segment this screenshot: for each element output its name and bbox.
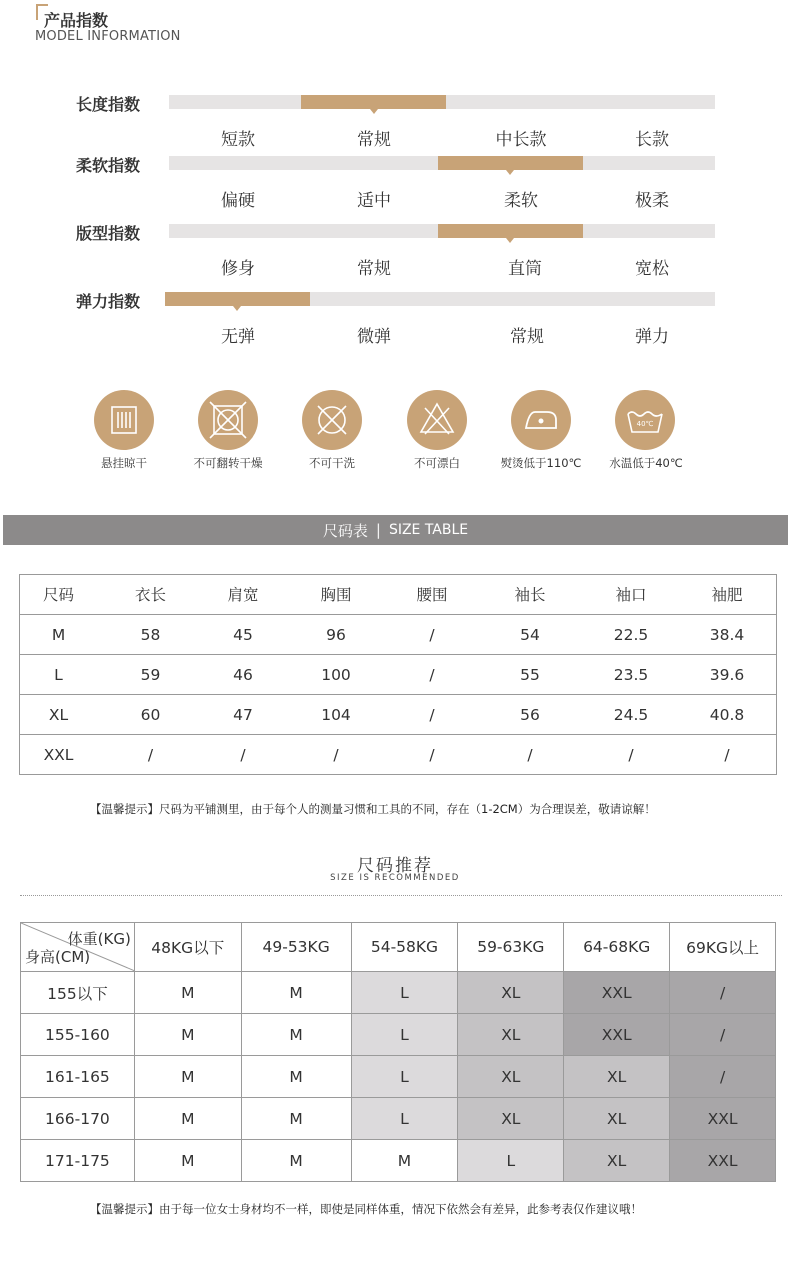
table-row <box>19 655 777 695</box>
table-cell: 40.8 <box>677 695 777 735</box>
care-label: 悬挂晾干 <box>101 456 147 470</box>
corner-cell <box>21 923 135 972</box>
index-label-softness: 柔软指数 <box>76 156 141 175</box>
size-cell: XXL <box>564 1014 670 1056</box>
table-cell: XL <box>19 695 98 735</box>
table-cell: XXL <box>19 735 98 775</box>
table-cell: 100 <box>283 655 389 695</box>
index-bar-length <box>169 95 715 109</box>
table-cell: 46 <box>203 655 283 695</box>
section-subtitle: MODEL INFORMATION <box>35 29 181 44</box>
table-row <box>19 735 777 775</box>
table-row <box>19 615 777 655</box>
table-row <box>19 695 777 735</box>
table-cell: 23.5 <box>585 655 677 695</box>
size-cell: M <box>134 972 241 1014</box>
table-row <box>21 1014 776 1056</box>
dotted-divider <box>20 895 782 896</box>
table-cell: / <box>98 735 203 775</box>
height-label: 166-170 <box>21 1098 135 1140</box>
wash-temperature-text: 40℃ <box>636 420 654 428</box>
size-cell: XL <box>564 1140 670 1182</box>
table-cell: 96 <box>283 615 389 655</box>
table-cell: / <box>389 615 475 655</box>
table-cell: L <box>19 655 98 695</box>
weight-header: 64-68KG <box>564 923 670 972</box>
size-table-header <box>19 574 777 615</box>
banner-title-en: SIZE TABLE <box>388 522 469 538</box>
table-cell: 56 <box>475 695 585 735</box>
size-cell: M <box>134 1140 241 1182</box>
size-cell: M <box>241 1098 351 1140</box>
no-bleach-icon <box>407 390 467 450</box>
size-cell: L <box>351 1056 458 1098</box>
table-cell: / <box>585 735 677 775</box>
size-cell: M <box>241 972 351 1014</box>
size-cell: M <box>241 1056 351 1098</box>
header-cell: 尺码 <box>42 586 74 604</box>
size-cell: / <box>670 972 776 1014</box>
iron-low-icon <box>511 390 571 450</box>
height-label: 155-160 <box>21 1014 135 1056</box>
index-option: 常规 <box>357 259 391 279</box>
size-cell: XL <box>458 1056 564 1098</box>
size-cell: XL <box>564 1098 670 1140</box>
table-cell: 54 <box>475 615 585 655</box>
table-cell: 59 <box>98 655 203 695</box>
index-label-length: 长度指数 <box>76 95 141 114</box>
care-label: 不可漂白 <box>414 456 460 470</box>
table-cell: 38.4 <box>677 615 777 655</box>
hang-dry-icon <box>94 390 154 450</box>
index-marker <box>438 224 583 238</box>
table-cell: 60 <box>98 695 203 735</box>
table-cell: 39.6 <box>677 655 777 695</box>
index-marker <box>301 95 446 109</box>
size-cell: M <box>134 1056 241 1098</box>
size-cell: / <box>670 1056 776 1098</box>
index-bar-fit <box>169 224 715 238</box>
table-cell: / <box>283 735 389 775</box>
height-label: 171-175 <box>21 1140 135 1182</box>
banner-title-cn: 尺码表 <box>322 521 368 540</box>
table-cell: 58 <box>98 615 203 655</box>
size-cell: L <box>458 1140 564 1182</box>
size-cell: XXL <box>670 1140 776 1182</box>
table-cell: 47 <box>203 695 283 735</box>
index-option: 偏硬 <box>221 191 255 211</box>
table-cell: / <box>475 735 585 775</box>
table-cell: 24.5 <box>585 695 677 735</box>
table-cell: / <box>203 735 283 775</box>
size-cell: M <box>241 1140 351 1182</box>
table-cell: / <box>389 655 475 695</box>
weight-header: 59-63KG <box>458 923 564 972</box>
height-label: 161-165 <box>21 1056 135 1098</box>
index-bar-softness <box>169 156 715 170</box>
index-option: 直筒 <box>508 259 542 279</box>
index-option: 极柔 <box>635 191 669 211</box>
care-label: 熨烫低于110℃ <box>500 456 582 470</box>
index-option: 长款 <box>635 130 669 150</box>
size-cell: XL <box>458 1098 564 1140</box>
no-dry-clean-icon <box>302 390 362 450</box>
index-option: 短款 <box>221 130 255 150</box>
index-marker <box>438 156 583 170</box>
weight-header: 69KG以上 <box>670 923 776 972</box>
table-row <box>21 972 776 1014</box>
index-option: 柔软 <box>504 191 538 211</box>
index-option: 宽松 <box>635 259 669 279</box>
table-cell: M <box>19 615 98 655</box>
header-cell: 袖口 <box>615 586 647 604</box>
wash-40-icon <box>615 390 675 450</box>
table-cell: 55 <box>475 655 585 695</box>
index-bar-elasticity <box>169 292 715 306</box>
index-label-elasticity: 弹力指数 <box>76 292 141 311</box>
index-marker <box>165 292 310 306</box>
care-label: 不可干洗 <box>309 456 355 470</box>
recommend-title: 尺码推荐 <box>357 856 433 876</box>
recommend-header-row <box>21 923 776 972</box>
height-label: 155以下 <box>21 972 135 1014</box>
measurement-note: 【温馨提示】尺码为平铺测里，由于每个人的测量习惯和工具的不同，存在（1-2CM）为合理误差，敬请谅解！ <box>90 802 656 816</box>
corner-height-label: 身高(CM) <box>25 948 91 966</box>
size-cell: M <box>134 1014 241 1056</box>
table-cell: / <box>389 695 475 735</box>
size-cell: L <box>351 1098 458 1140</box>
size-table-banner <box>3 515 788 545</box>
index-option: 无弹 <box>221 327 255 347</box>
header-cell: 肩宽 <box>227 586 259 604</box>
index-option: 常规 <box>510 327 544 347</box>
banner-separator: | <box>375 521 381 539</box>
size-cell: / <box>670 1014 776 1056</box>
size-cell: M <box>241 1014 351 1056</box>
header-cell: 袖肥 <box>711 586 743 604</box>
index-option: 微弹 <box>357 327 391 347</box>
care-label: 不可翻转干燥 <box>193 456 263 470</box>
size-cell: XXL <box>670 1098 776 1140</box>
no-tumble-dry-icon <box>198 390 258 450</box>
fit-note: 【温馨提示】由于每一位女士身材均不一样，即使是同样体重，情况下依然会有差异，此参考表仅作建议哦！ <box>90 1202 642 1216</box>
size-cell: XL <box>458 972 564 1014</box>
size-cell: M <box>134 1098 241 1140</box>
table-cell: 45 <box>203 615 283 655</box>
index-option: 弹力 <box>635 327 669 347</box>
table-cell: 104 <box>283 695 389 735</box>
table-cell: / <box>389 735 475 775</box>
table-cell: / <box>677 735 777 775</box>
index-option: 常规 <box>357 130 391 150</box>
header-cell: 袖长 <box>514 586 546 604</box>
weight-header: 49-53KG <box>241 923 351 972</box>
index-label-fit: 版型指数 <box>76 224 141 243</box>
index-option: 修身 <box>221 259 255 279</box>
table-row <box>21 1140 776 1182</box>
header-cell: 腰围 <box>416 586 448 604</box>
header-cell: 胸围 <box>320 586 352 604</box>
size-cell: XXL <box>564 972 670 1014</box>
header-cell: 衣长 <box>134 586 166 604</box>
recommend-subtitle: SIZE IS RECOMMENDED <box>330 873 460 883</box>
size-cell: L <box>351 1014 458 1056</box>
index-option: 中长款 <box>495 130 547 150</box>
weight-header: 48KG以下 <box>134 923 241 972</box>
weight-header: 54-58KG <box>351 923 458 972</box>
care-label: 水温低于40℃ <box>609 456 683 470</box>
recommend-table <box>20 922 776 1182</box>
corner-weight-label: 体重(KG) <box>67 930 131 948</box>
size-cell: L <box>351 972 458 1014</box>
size-cell: XL <box>458 1014 564 1056</box>
index-option: 适中 <box>357 191 391 211</box>
size-cell: M <box>351 1140 458 1182</box>
table-row <box>21 1056 776 1098</box>
size-cell: XL <box>564 1056 670 1098</box>
table-cell: 22.5 <box>585 615 677 655</box>
table-row <box>21 1098 776 1140</box>
size-table <box>19 574 777 774</box>
section-title: 产品指数 <box>44 11 109 30</box>
